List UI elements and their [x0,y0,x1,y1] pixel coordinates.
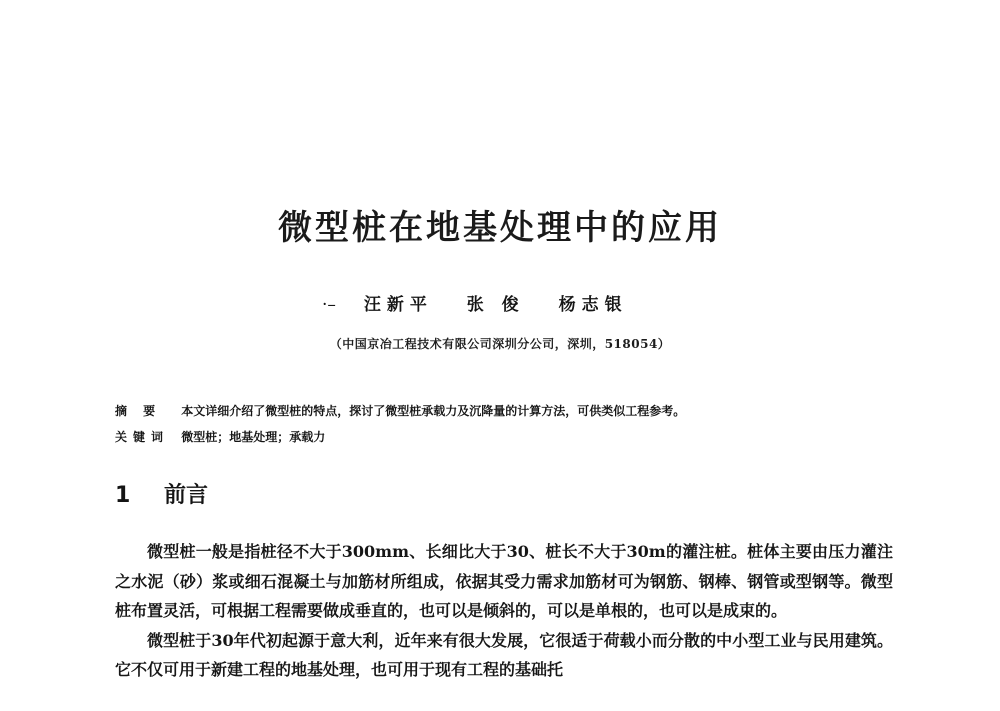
keywords-label: 关键词 [115,430,170,444]
author-line [322,290,656,315]
paragraph: 微型桩于30年代初起源于意大利，近年来有很大发展，它很适于荷载小而分散的中小型工业与民用建筑。它不仅可用于新建工程的地基处理，也可用于现有工程的基础托 [115,630,893,679]
keywords-text: 微型桩；地基处理；承载力 [181,430,326,444]
author-name: 杨志银 [558,295,628,315]
paragraph: 微型桩一般是指桩径不大于300mm、长细比大于30、桩长不大于30m的灌注桩。桩体主要由压力灌注之水泥（砂）浆或细石混凝土与加筋材所组成，依据其受力需求加筋材可为钢筋、钢棒、钢管或型钢等。微型桩布置灵活，可根据工程需要做成垂直的，也可以是倾斜的，可以是单根的，也可以是成束的。 [115,542,893,620]
keywords-block [115,428,905,445]
abstract-label: 摘 要 [115,404,162,418]
abstract-text: 本文详细介绍了微型桩的特点，探讨了微型桩承载力及沉降量的计算方法，可供类似工程参考。 [181,404,686,418]
author-name: 张 俊 [466,295,525,315]
abstract-block [115,402,905,419]
author-affiliation: （中国京冶工程技术有限公司深圳分公司，深圳，518054） [329,337,671,351]
paper-title: 微型桩在地基处理中的应用 [278,208,722,248]
section-number: 1 [115,483,131,508]
body-text [115,537,893,685]
section-title: 前言 [163,483,208,508]
author-mark: ·– [322,295,336,315]
section-heading [115,478,208,509]
author-name: 汪新平 [363,295,433,315]
